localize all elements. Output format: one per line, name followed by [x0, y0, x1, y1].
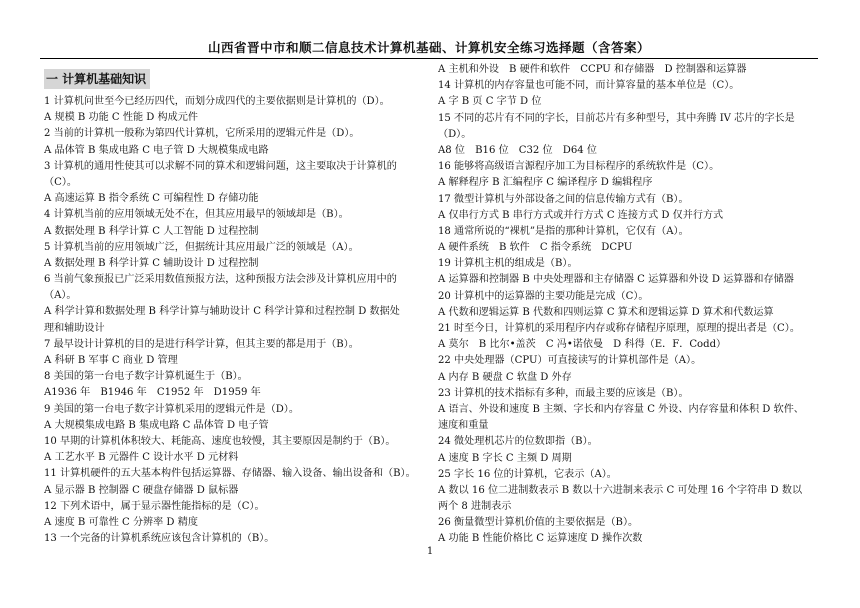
text-line: 13 一个完备的计算机系统应该包含计算机的（B）。: [44, 533, 275, 545]
text-line: 两个 8 进制表示: [438, 501, 512, 513]
text-line: 2 当前的计算机一般称为第四代计算机，它所采用的逻辑元件是（D）。: [44, 128, 360, 140]
text-line: （A）。: [44, 290, 77, 302]
left-question-list: [44, 94, 436, 547]
text-line: 23 计算机的技术指标有多种，而最主要的应该是（B）。: [438, 387, 689, 399]
text-line: A8 位 B16 位 C32 位 D64 位: [438, 144, 597, 156]
document-title: 山西省晋中市和顺二信息技术计算机基础、计算机安全练习选择题（含答案）: [207, 40, 650, 55]
text-line: 22 中央处理器（CPU）可直接读写的计算机部件是（A）。: [438, 355, 702, 367]
text-line: A 高速运算 B 指令系统 C 可编程性 D 存储功能: [44, 193, 259, 205]
text-line: A 数据处理 B 科学计算 C 人工智能 D 过程控制: [44, 225, 259, 237]
text-line: 6 当前气象预报已广泛采用数值预报方法，这种预报方法会涉及计算机应用中的: [44, 274, 397, 286]
text-line: A 代数和逻辑运算 B 代数和四则运算 C 算术和逻辑运算 D 算术和代数运算: [438, 306, 774, 318]
text-line: A 显示器 B 控制器 C 硬盘存储器 D 鼠标器: [44, 484, 239, 496]
text-line: A 大规模集成电路 B 集成电路 C 晶体管 D 电子管: [44, 419, 269, 431]
text-line: A 工艺水平 B 元器件 C 设计水平 D 元材料: [44, 452, 239, 464]
text-line: A1936 年 B1946 年 C1952 年 D1959 年: [44, 387, 261, 399]
text-line: A 科学计算和数据处理 B 科学计算与辅助设计 C 科学计算和过程控制 D 数据处: [44, 306, 400, 318]
text-line: A 主机和外设 B 硬件和软件 CCPU 和存储器 D 控制器和运算器: [438, 64, 747, 75]
section-title: 一 计算机基础知识: [44, 69, 150, 89]
text-line: 17 微型计算机与外部设备之间的信息传输方式有（B）。: [438, 193, 689, 205]
text-line: 3 计算机的通用性使其可以求解不同的算术和逻辑问题，这主要取决于计算机的: [44, 160, 397, 172]
text-line: 15 不同的芯片有不同的字长，目前芯片有多种型号，其中奔腾 IV 芯片的字长是: [438, 112, 795, 124]
text-line: 12 下列术语中，属于显示器性能指标的是（C）。: [44, 500, 265, 512]
text-line: 5 计算机当前的应用领域广泛，但据统计其应用最广泛的领域是（A）。: [44, 241, 359, 253]
text-line: 14 计算机的内存容量也可能不同，而计算容量的基本单位是（C）。: [438, 80, 740, 92]
text-line: 1 计算机问世至今已经历四代，而划分成四代的主要依据则是计算机的（D）。: [44, 96, 390, 107]
text-line: 7 最早设计计算机的目的是进行科学计算，但其主要的都是用于（B）。: [44, 338, 359, 350]
text-line: 4 计算机当前的应用领域无处不在，但其应用最早的领域却是（B）。: [44, 209, 349, 221]
text-line: 21 时至今日，计算机的采用程序内存或称存储程序原理，原理的提出者是（C）。: [438, 323, 800, 334]
right-column: [438, 62, 830, 548]
text-line: A 内存 B 硬盘 C 软盘 D 外存: [438, 371, 572, 383]
text-line: A 数以 16 位二进制数表示 B 数以十六进制来表示 C 可处理 16 个字符串 D 数以: [438, 484, 803, 496]
text-line: 18 通常所说的“裸机”是指的那种计算机，它仅有（A）。: [438, 225, 689, 237]
text-line: A 规模 B 功能 C 性能 D 构成元件: [44, 112, 198, 124]
text-line: 11 计算机硬件的五大基本构件包括运算器、存储器、输入设备、输出设备和（B）。: [44, 468, 416, 480]
text-line: 理和辅助设计: [44, 322, 105, 334]
text-line: 24 微处理机芯片的位数即指（B）。: [438, 436, 598, 448]
text-line: A 莫尔 B 比尔•盖茨 C 冯•诺依曼 D 科得（E．F．Codd）: [438, 339, 727, 351]
text-line: A 硬件系统 B 软件 C 指令系统 DCPU: [438, 242, 633, 254]
header-divider: [40, 58, 818, 59]
text-line: A 速度 B 字长 C 主频 D 周期: [438, 452, 572, 464]
text-line: 26 衡量微型计算机价值的主要依据是（B）。: [438, 517, 639, 529]
text-line: 20 计算机中的运算器的主要功能是完成（C）。: [438, 290, 649, 302]
text-line: A 运算器和控制器 B 中央处理器和主存储器 C 运算器和外设 D 运算器和存储器: [438, 274, 794, 286]
text-line: 25 字长 16 位的计算机，它表示（A）。: [438, 468, 617, 480]
text-line: A 仅串行方式 B 串行方式或并行方式 C 连接方式 D 仅并行方式: [438, 209, 724, 221]
text-line: A 解释程序 B 汇编程序 C 编译程序 D 编辑程序: [438, 177, 653, 189]
text-line: （C）。: [44, 176, 77, 188]
text-line: A 晶体管 B 集成电路 C 电子管 D 大规模集成电路: [44, 144, 269, 156]
right-question-list: [438, 62, 830, 548]
text-line: A 速度 B 可靠性 C 分辨率 D 精度: [44, 516, 198, 528]
text-line: A 数据处理 B 科学计算 C 辅助设计 D 过程控制: [44, 257, 259, 269]
text-line: 8 美国的第一台电子数字计算机诞生于（B）。: [44, 371, 248, 383]
text-line: 19 计算机主机的组成是（B）。: [438, 258, 578, 270]
text-line: A 功能 B 性能价格比 C 运算速度 D 操作次数: [438, 533, 643, 545]
text-line: A 科研 B 军事 C 商业 D 管理: [44, 355, 178, 366]
text-line: 速度和重量: [438, 420, 489, 432]
text-line: 16 能够将高级语言源程序加工为目标程序的系统软件是（C）。: [438, 161, 720, 173]
text-line: A 字 B 页 C 字节 D 位: [438, 96, 542, 108]
text-line: 9 美国的第一台电子数字计算机采用的逻辑元件是（D）。: [44, 403, 299, 415]
page-number: 1: [426, 546, 434, 557]
left-column: [44, 62, 436, 547]
text-line: （D）。: [438, 128, 472, 140]
section-heading: [44, 68, 436, 88]
text-line: A 语言、外设和速度 B 主频、字长和内存容量 C 外设、内存容量和体积 D 软件、: [438, 403, 804, 415]
text-line: 10 早期的计算机体积较大、耗能高、速度也较慢，其主要原因是制约于（B）。: [44, 435, 396, 447]
